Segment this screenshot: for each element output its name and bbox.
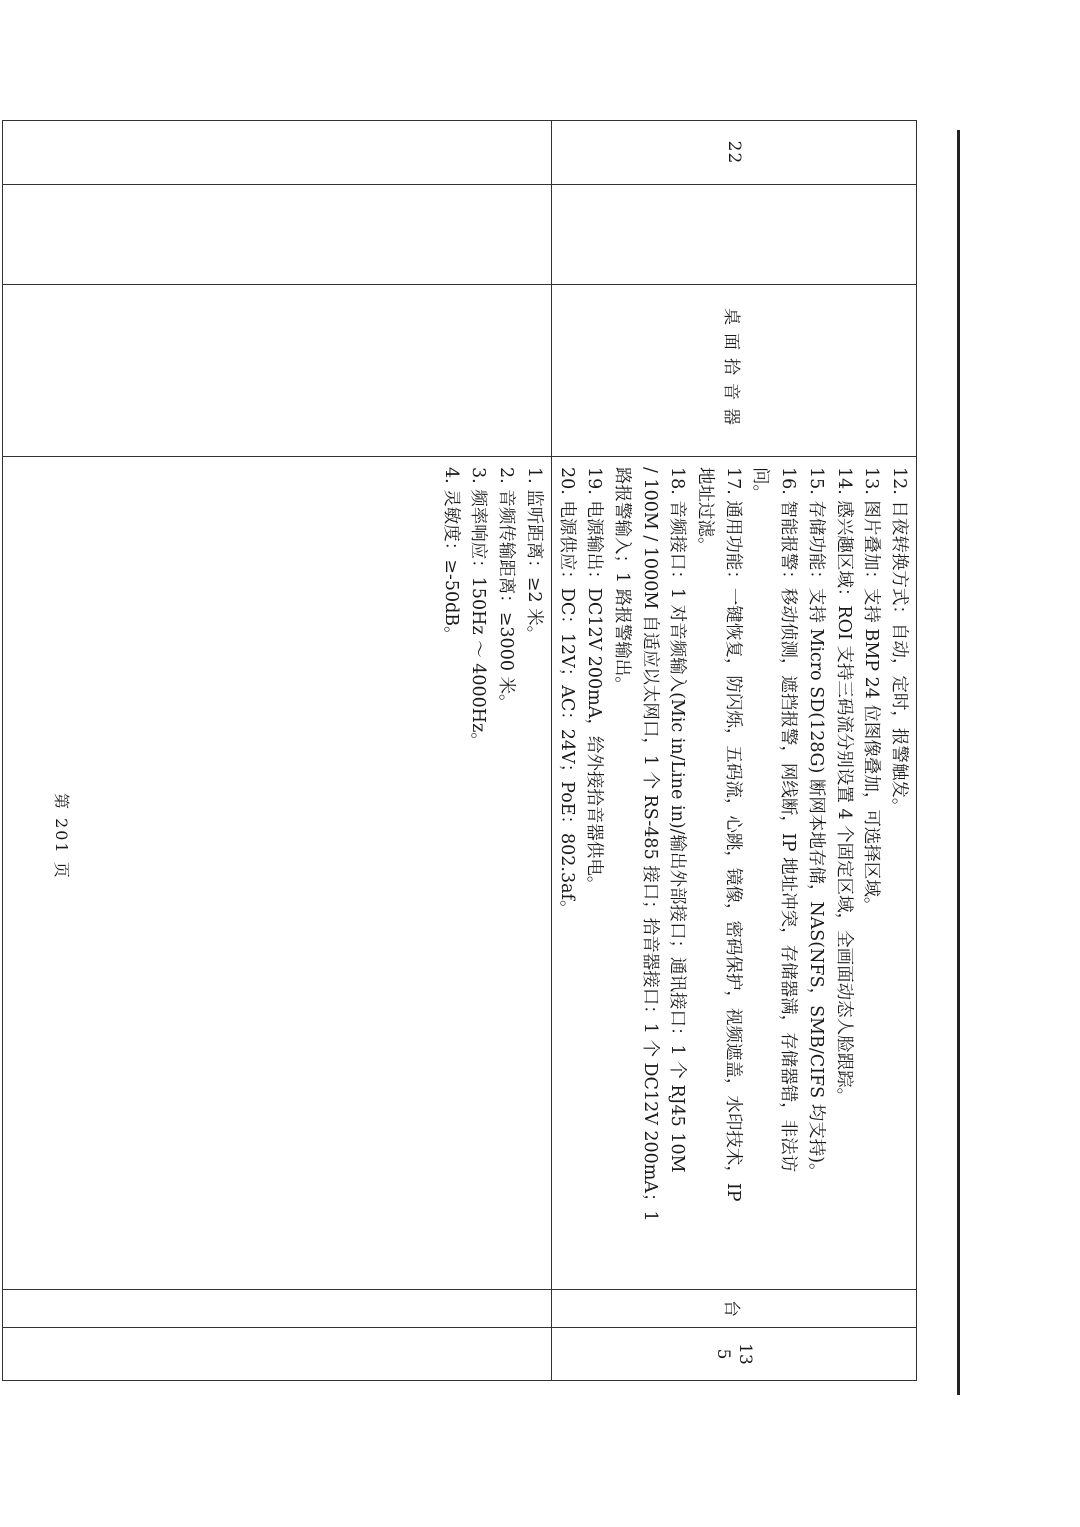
spec-cell-top xyxy=(551,457,916,1290)
quantity-line-2: 5 xyxy=(712,1348,733,1360)
spec-line: 20. 电源供应：DC：12V；AC：24V；PoE：802.3af。 xyxy=(556,467,577,918)
unit-text: 台 xyxy=(721,1300,742,1317)
blank-cell xyxy=(2,285,551,457)
spec-line: 2. 音频传输距离：≥3000 米。 xyxy=(496,467,517,712)
spec-table xyxy=(2,120,917,1381)
rotated-spec-page xyxy=(205,120,917,1380)
item-number-cell xyxy=(551,121,916,185)
table-row-top xyxy=(551,121,916,1381)
spec-line: 问。 xyxy=(750,467,771,502)
table-row-bottom xyxy=(2,121,551,1381)
spec-line: 19. 电源输出：DC12V 200mA，给外接拾音器供电。 xyxy=(584,467,605,894)
unit-cell xyxy=(551,1290,916,1328)
spec-line: 1. 监听距离：≥2 米。 xyxy=(523,467,544,644)
spec-line: 15. 存储功能：支持 Micro SD(128G) 断网本地存储，NAS(NFS，SMB/CIFS 均支持)。 xyxy=(805,467,826,1181)
blank-cell xyxy=(2,121,551,185)
page-number: 第 201 页 xyxy=(52,793,71,880)
item-number: 22 xyxy=(723,140,744,165)
spec-line: 16. 智能报警：移动侦测，遮挡报警，网线断，IP 地址冲突，存储器满，存储器错，非法访 xyxy=(778,467,799,1173)
blank-cell xyxy=(2,1328,551,1381)
blank-cell xyxy=(2,1290,551,1328)
spec-cell-bottom xyxy=(2,457,551,1290)
item-name: 桌面拾音器 xyxy=(721,308,742,433)
spec-line: 18. 音频接口：1 对音频输入(Mic in/Line in)/输出外部接口；通讯接口：1 个 RJ45 10M xyxy=(667,467,688,1173)
blank-cell xyxy=(2,185,551,285)
spec-line: 13. 图片叠加：支持 BMP 24 位图像叠加，可选择区域。 xyxy=(861,467,882,915)
spec-line: / 100M / 1000M 自适应以太网口，1 个 RS-485 接口；拾音器接口：1 个 DC12V 200mA；1 xyxy=(639,467,660,1222)
spec-line: 3. 频率响应：150Hz ～ 4000Hz。 xyxy=(468,467,489,750)
spec-line: 地址过滤。 xyxy=(695,467,716,555)
spec-line: 4. 灵敏度：≥-50dB。 xyxy=(440,467,461,644)
quantity-cell xyxy=(551,1328,916,1381)
spec-line: 14. 感兴趣区域：ROI 支持三码流分别设置 4 个固定区域，全画面动态人脸跟踪。 xyxy=(833,467,854,1106)
spec-line: 12. 日夜转换方式：自动，定时，报警触发。 xyxy=(889,467,909,816)
spec-line: 17. 通用功能：一键恢复，防闪烁，五码流，心跳，镜像，密码保护，视频遮盖，水印技术，IP xyxy=(722,467,743,1202)
quantity-line-1: 13 xyxy=(734,1343,755,1365)
page-margin-rule xyxy=(957,130,960,1395)
spec-line: 路报警输入；1 路报警输出。 xyxy=(611,467,632,694)
blank-cell xyxy=(551,185,916,285)
item-name-cell xyxy=(551,285,916,457)
